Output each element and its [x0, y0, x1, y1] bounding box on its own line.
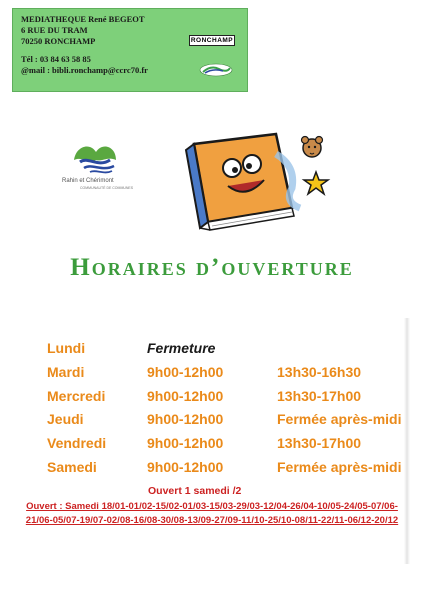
afternoon-hours-wednesday: 13h30-17h00 — [277, 388, 362, 404]
afternoon-hours-tuesday: 13h30-16h30 — [277, 364, 362, 380]
closed-monday: Fermeture — [147, 340, 216, 356]
small-community-logo-icon — [199, 61, 233, 77]
afternoon-hours-thursday: Fermée après-midi — [277, 411, 402, 427]
community-name: Rahin et Chérimont — [62, 178, 114, 184]
afternoon-hours-friday: 13h30-17h00 — [277, 435, 362, 451]
open-saturdays-text: Ouvert : Samedi 18/01-01/02-15/02-01/03-15/03-29/03-12/04-26/04-10/05-24/05-07/06-21/06-05/07-19/07-02/08-16/08-30/08-13/09-27/09-11/10-25/10-08/11-22/11-06/12-20/12 — [25, 501, 399, 526]
morning-hours-saturday: 9h00-12h00 — [147, 459, 224, 475]
day-friday: Vendredi — [47, 435, 107, 451]
book-mascot-icon — [180, 128, 340, 236]
afternoon-hours-saturday: Fermée après-midi — [277, 459, 402, 475]
morning-hours-thursday: 9h00-12h00 — [147, 411, 224, 427]
day-wednesday: Mercredi — [47, 388, 106, 404]
day-tuesday: Mardi — [47, 364, 85, 380]
day-thursday: Jeudi — [47, 411, 84, 427]
open-saturdays-list — [14, 500, 410, 527]
ronchamp-badge: RONCHAMP — [190, 37, 234, 44]
morning-hours-friday: 9h00-12h00 — [147, 435, 224, 451]
page-title: Horaires d’ouverture — [70, 254, 354, 281]
phone-number: Tél : 03 84 63 58 85 — [21, 54, 91, 64]
email-address: @mail : bibli.ronchamp@ccrc70.fr — [21, 65, 148, 75]
scan-shadow — [404, 318, 410, 564]
morning-hours-tuesday: 9h00-12h00 — [147, 364, 224, 380]
street-address: 6 RUE DU TRAM — [21, 25, 88, 35]
library-name: MEDIATHEQUE René BEGEOT — [21, 14, 145, 24]
saturday-note: Ouvert 1 samedi /2 — [148, 485, 242, 497]
community-logo-icon — [66, 138, 124, 178]
community-subtitle: COMMUNAUTÉ DE COMMUNES — [80, 186, 134, 190]
city-address: 70250 RONCHAMP — [21, 36, 96, 46]
day-monday: Lundi — [47, 340, 86, 356]
morning-hours-wednesday: 9h00-12h00 — [147, 388, 224, 404]
contact-header — [12, 8, 248, 92]
day-saturday: Samedi — [47, 459, 97, 475]
